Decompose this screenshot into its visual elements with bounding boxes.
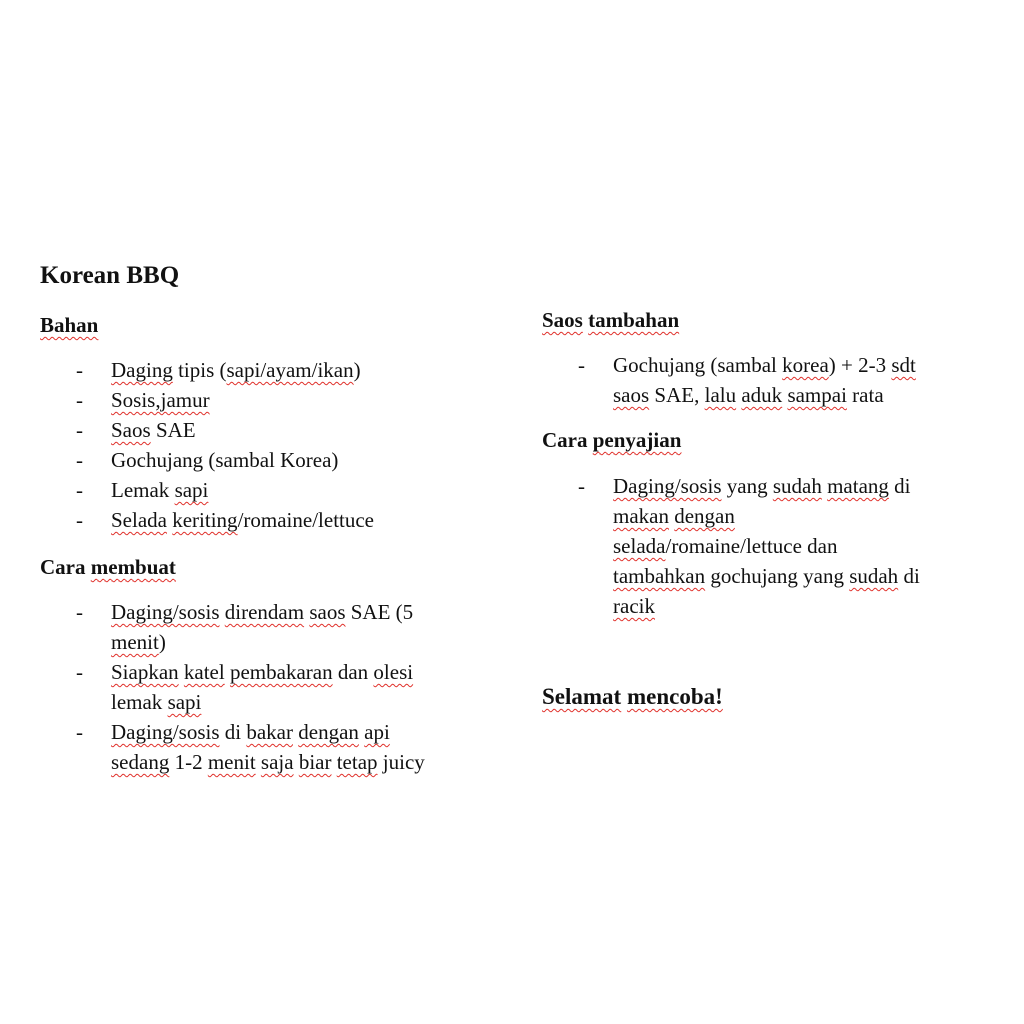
heading-bahan [40, 313, 98, 338]
list-item-line [613, 504, 735, 529]
text-run: Cara [40, 555, 91, 579]
text-run: /romaine/lettuce [237, 508, 375, 532]
list-item-line [111, 600, 413, 625]
spellcheck-flagged-word: Selamat [542, 684, 622, 709]
spellcheck-flagged-word: Daging [111, 358, 173, 382]
spellcheck-flagged-word: saja [260, 750, 294, 774]
spellcheck-flagged-word: pembakaran [229, 660, 333, 684]
spellcheck-flagged-word: membuat [90, 555, 176, 579]
spellcheck-flagged-word: racik [613, 594, 655, 618]
text-run: SAE (5 [345, 600, 414, 624]
spellcheck-flagged-word: sapi [174, 478, 209, 502]
list-bullet-dash: - [578, 474, 585, 498]
spellcheck-flagged-word: sudah [772, 474, 822, 498]
list-bullet-dash: - [76, 358, 83, 382]
list-bullet-dash: - [76, 508, 83, 532]
spellcheck-flagged-word: korea [782, 353, 829, 377]
list-item-line [111, 448, 338, 473]
spellcheck-flagged-word: saos [613, 383, 650, 407]
spellcheck-flagged-word: Sosis,jamur [111, 388, 210, 412]
text-run: ) + 2-3 [828, 353, 892, 377]
spellcheck-flagged-word: sudah [849, 564, 899, 588]
spellcheck-flagged-word: tetap [336, 750, 378, 774]
text-run: SAE [150, 418, 196, 442]
text-run: ) [158, 630, 166, 654]
spellcheck-flagged-word: makan [613, 504, 669, 528]
list-item-line [613, 474, 911, 499]
text-run: di [219, 720, 247, 744]
spellcheck-flagged-word: keriting [172, 508, 238, 532]
spellcheck-flagged-word: Siapkan [111, 660, 179, 684]
list-item-line [111, 690, 201, 715]
spellcheck-flagged-word: tambahkan [613, 564, 706, 588]
text-run: lemak [111, 690, 168, 714]
spellcheck-flagged-word: katel [183, 660, 225, 684]
spellcheck-flagged-word: Daging/sosis [111, 720, 220, 744]
text-run: di [898, 564, 920, 588]
list-bullet-dash: - [76, 660, 83, 684]
list-item-line [111, 508, 374, 533]
spellcheck-flagged-word: mencoba! [626, 684, 723, 709]
text-run: di [888, 474, 911, 498]
spellcheck-flagged-word: Daging/sosis [613, 474, 722, 498]
list-item-line [613, 383, 884, 408]
spellcheck-flagged-word: tambahan [588, 308, 680, 332]
spellcheck-flagged-word: menit [111, 630, 159, 654]
list-item-line [111, 660, 413, 685]
text-run: Cara [542, 428, 593, 452]
text-run: ) [353, 358, 361, 382]
text-run: tipis ( [172, 358, 227, 382]
list-bullet-dash: - [578, 353, 585, 377]
text-run: dan [332, 660, 374, 684]
list-bullet-dash: - [76, 720, 83, 744]
text-run: 1-2 [169, 750, 208, 774]
text-run: Gochujang (sambal [613, 353, 783, 377]
spellcheck-flagged-word: Bahan [40, 313, 99, 337]
list-item-line [613, 594, 655, 619]
list-bullet-dash: - [76, 418, 83, 442]
text-run: rata [846, 383, 884, 407]
spellcheck-flagged-word: api [364, 720, 390, 744]
list-item-line [613, 353, 916, 378]
list-bullet-dash: - [76, 600, 83, 624]
spellcheck-flagged-word: Selada [111, 508, 167, 532]
text-run: Gochujang (sambal Korea) [111, 448, 339, 472]
spellcheck-flagged-word: penyajian [592, 428, 682, 452]
list-item-line [111, 358, 361, 383]
heading-saos-tambahan [542, 308, 679, 333]
text-run: gochujang yang [705, 564, 850, 588]
spellcheck-flagged-word: selada [613, 534, 666, 558]
spellcheck-flagged-word: bakar [246, 720, 293, 744]
spellcheck-flagged-word: matang [827, 474, 889, 498]
list-item-line [613, 564, 920, 589]
list-item-line [111, 418, 196, 443]
text-run: /romaine/lettuce dan [665, 534, 838, 558]
heading-cara-membuat [40, 555, 176, 580]
document-title: Korean BBQ [40, 262, 180, 289]
text-run: SAE, [649, 383, 705, 407]
spellcheck-flagged-word: sampai [787, 383, 847, 407]
list-item-line [111, 720, 390, 745]
spellcheck-flagged-word: direndam [224, 600, 305, 624]
spellcheck-flagged-word: sapi/ayam/ikan [226, 358, 354, 382]
list-bullet-dash: - [76, 478, 83, 502]
spellcheck-flagged-word: menit [207, 750, 256, 774]
spellcheck-flagged-word: biar [298, 750, 332, 774]
spellcheck-flagged-word: dengan [674, 504, 735, 528]
spellcheck-flagged-word: sapi [167, 690, 202, 714]
spellcheck-flagged-word: Saos [542, 308, 583, 332]
closing-text [542, 684, 723, 710]
list-item-line [111, 630, 166, 655]
list-bullet-dash: - [76, 448, 83, 472]
spellcheck-flagged-word: Daging/sosis [111, 600, 220, 624]
heading-cara-penyajian [542, 428, 681, 453]
spellcheck-flagged-word: sdt [891, 353, 916, 377]
spellcheck-flagged-word: dengan [298, 720, 359, 744]
list-item-line [111, 750, 425, 775]
spellcheck-flagged-word: lalu [704, 383, 737, 407]
spellcheck-flagged-word: olesi [373, 660, 414, 684]
spellcheck-flagged-word: sedang [111, 750, 170, 774]
list-item-line [613, 534, 838, 559]
text-run: juicy [377, 750, 425, 774]
spellcheck-flagged-word: saos [309, 600, 346, 624]
list-bullet-dash: - [76, 388, 83, 412]
spellcheck-flagged-word: Saos [111, 418, 151, 442]
text-run: yang [721, 474, 773, 498]
list-item-line [111, 388, 210, 413]
text-run: Lemak [111, 478, 175, 502]
list-item-line [111, 478, 208, 503]
spellcheck-flagged-word: aduk [741, 383, 783, 407]
